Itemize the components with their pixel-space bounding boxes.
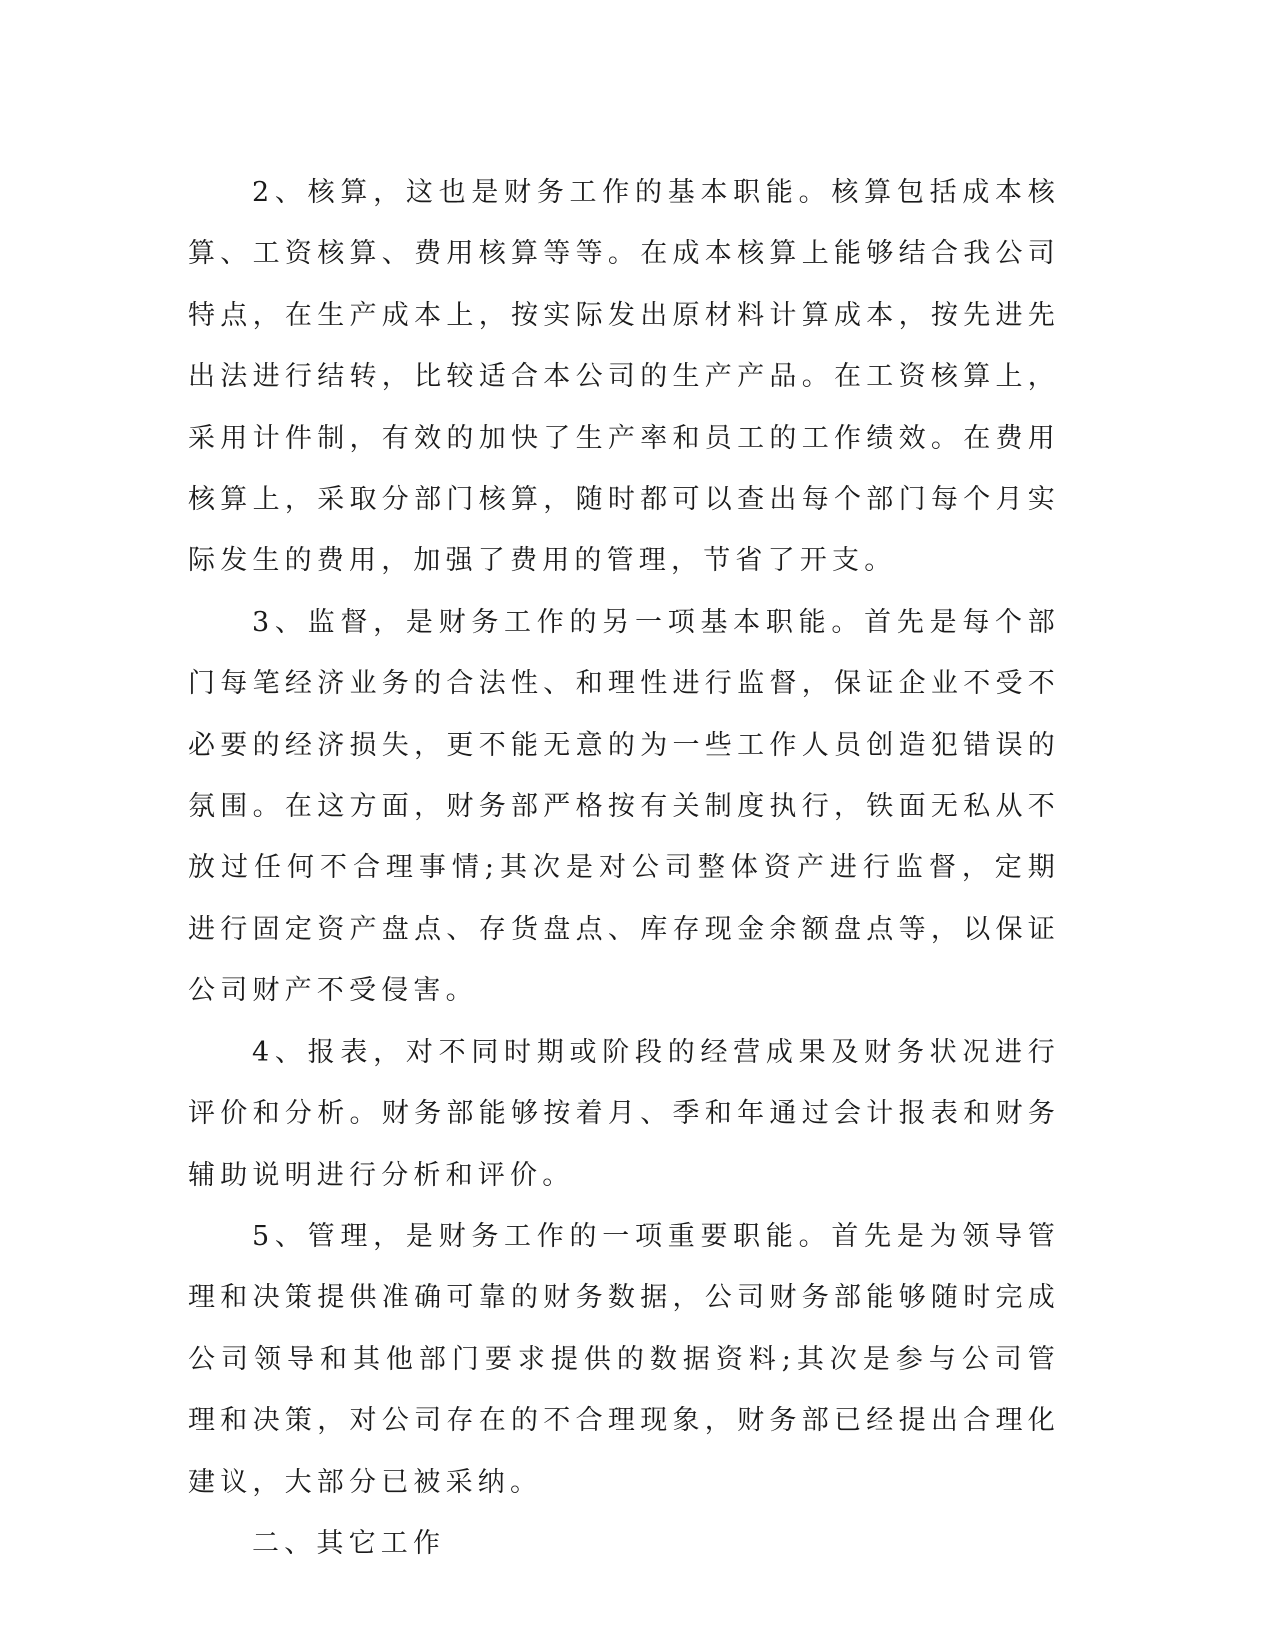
- section-heading-other-work: 二、其它工作: [252, 1527, 446, 1559]
- paragraph-accounting: 2、核算，这也是财务工作的基本职能。核算包括成本核算、工资核算、费用核算等等。在成本核算上能够结合我公司特点，在生产成本上，按实际发出原材料计算成本，按先进先出法进行结转，比较适合本公司的生产产品。在工资核算上，采用计件制，有效的加快了生产率和员工的工作绩效。在费用核算上，采取分部门核算，随时都可以查出每个部门每个月实际发生的费用，加强了费用的管理，节省了开支。: [188, 177, 1060, 577]
- document-body: [188, 162, 1060, 1574]
- paragraph-reports: 4、报表，对不同时期或阶段的经营成果及财务状况进行评价和分析。财务部能够按着月、季和年通过会计报表和财务辅助说明进行分析和评价。: [188, 1036, 1060, 1191]
- paragraph-management: 5、管理，是财务工作的一项重要职能。首先是为领导管理和决策提供准确可靠的财务数据，公司财务部能够随时完成公司领导和其他部门要求提供的数据资料;其次是参与公司管理和决策，对公司存在的不合理现象，财务部已经提出合理化建议，大部分已被采纳。: [188, 1220, 1060, 1498]
- paragraph-supervision: 3、监督，是财务工作的另一项基本职能。首先是每个部门每笔经济业务的合法性、和理性进行监督，保证企业不受不必要的经济损失，更不能无意的为一些工作人员创造犯错误的氛围。在这方面，财务部严格按有关制度执行，铁面无私从不放过任何不合理事情;其次是对公司整体资产进行监督，定期进行固定资产盘点、存货盘点、库存现金余额盘点等，以保证公司财产不受侵害。: [188, 606, 1060, 1007]
